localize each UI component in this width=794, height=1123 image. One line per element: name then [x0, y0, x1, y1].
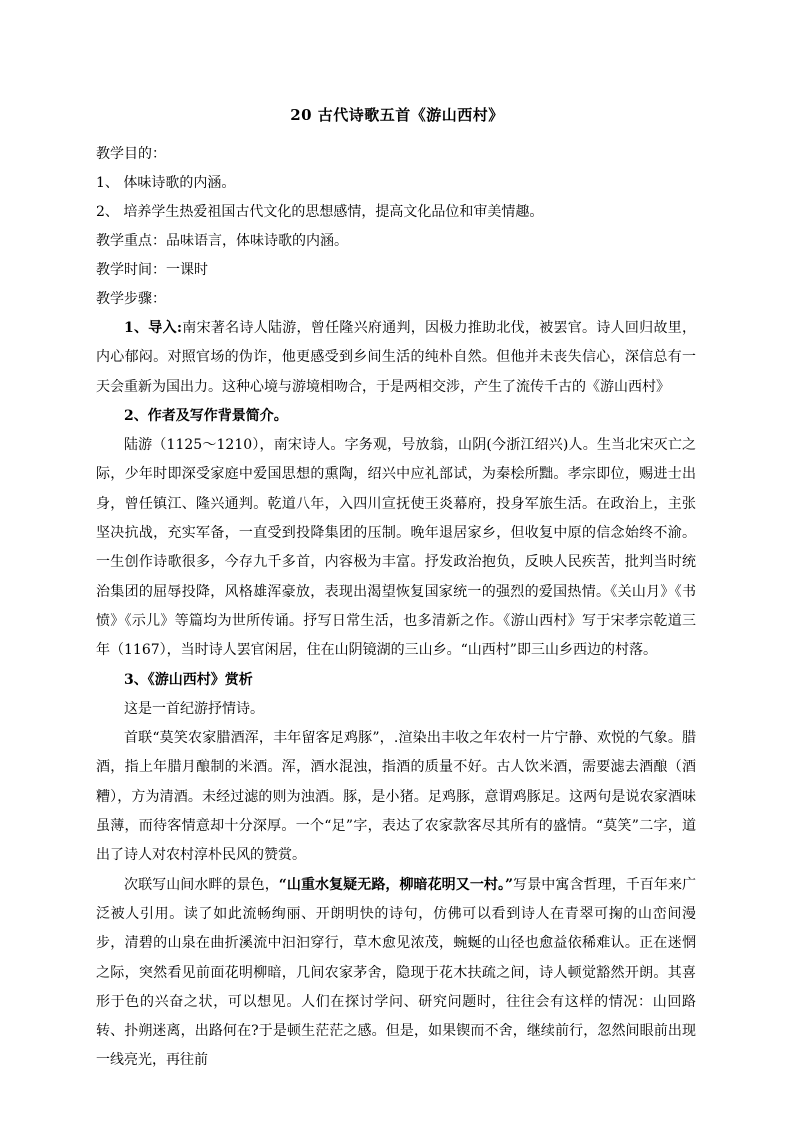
appreciation-intro: 这是一首纪游抒情诗。	[124, 700, 264, 717]
teaching-time: 教学时间：一课时	[96, 262, 208, 278]
key-points: 教学重点：品味语言，体味诗歌的内涵。	[96, 233, 348, 249]
author-paragraph: 陆游（1125～1210），南宋诗人。字务观，号放翁，山阴(今浙江绍兴)人。生当北宋灭亡之际，少年时即深受家庭中爱国思想的熏陶，绍兴中应礼部试，为秦桧所黜。孝宗即位，赐进士出身，曾任镇江、隆兴通判。乾道八年，入四川宣抚使王炎幕府，投身军旅生活。在政治上，主张坚决抗战，充实军备，一直受到投降集团的压制。晚年退居家乡，但收复中原的信念始终不渝。一生创作诗歌很多，今存九千多首，内容极为丰富。抒发政治抱负，反映人民疾苦，批判当时统治集团的屈辱投降，风格雄浑豪放，表现出渴望恢复国家统一的强烈的爱国热情。《关山月》《书愤》《示儿》等篇均为世所传诵。抒写日常生活，也多清新之作。《游山西村》写于宋孝宗乾道三年（1167），当时诗人罢官闲居，住在山阴镜湖的三山乡。“山西村”即三山乡西边的村落。	[96, 437, 696, 659]
intro-paragraph	[96, 314, 696, 402]
objective-item: 2、 培养学生热爱祖国古代文化的思想感情，提高文化品位和审美情趣。	[96, 204, 544, 220]
p2-text-before: 次联写山间水畔的景色，	[124, 876, 279, 893]
appreciation-paragraph-2	[96, 871, 696, 1076]
objective-item: 1、 体味诗歌的内涵。	[96, 175, 236, 191]
steps-heading: 教学步骤：	[96, 291, 166, 307]
intro-heading: 1、导入:	[124, 320, 183, 336]
document-body	[96, 140, 696, 1076]
page-title: 20 古代诗歌五首《游山西村》	[290, 106, 504, 124]
intro-text: 南宋著名诗人陆游，曾任隆兴府通判，因极力推助北伐，被罢官。诗人回归故里，内心郁闷。对照官场的伪诈，他更感受到乡间生活的纯朴自然。但他并未丧失信心，深信总有一天会重新为国出力。这种心境与游境相吻合，于是两相交涉，产生了流传千古的《游山西村》	[96, 320, 696, 395]
objectives-heading: 教学目的：	[96, 146, 166, 162]
author-heading: 2、作者及写作背景简介。	[124, 407, 288, 424]
appreciation-heading: 3、《游山西村》赏析	[124, 671, 253, 688]
poem-quote: “山重水复疑无路，柳暗花明又一村。”	[278, 876, 514, 893]
p2-text-after: 写景中寓含哲理，千百年来广泛被人引用。读了如此流畅绚丽、开朗明快的诗句，仿佛可以看到诗人在青翠可掬的山峦间漫步，清碧的山泉在曲折溪流中汩汩穿行，草木愈见浓茂，蜿蜒的山径也愈益依稀难认。正在迷惘之际，突然看见前面花明柳暗，几间农家茅舍，隐现于花木扶疏之间，诗人顿觉豁然开朗。其喜形于色的兴奋之状，可以想见。人们在探讨学问、研究问题时，往往会有这样的情况：山回路转、扑朔迷离，出路何在?于是顿生茫茫之感。但是，如果锲而不舍，继续前行，忽然间眼前出现一线亮光，再往前	[96, 876, 697, 1069]
appreciation-paragraph-1: 首联“莫笑农家腊酒浑，丰年留客足鸡豚”，.渲染出丰收之年农村一片宁静、欢悦的气象。腊酒，指上年腊月酿制的米酒。浑，酒水混浊，指酒的质量不好。古人饮米酒，需要滤去酒酿（酒糟），方为清酒。未经过滤的则为浊酒。豚，是小猪。足鸡豚，意谓鸡豚足。这两句是说农家酒味虽薄，而待客情意却十分深厚。一个“足”字，表达了农家款客尽其所有的盛情。“莫笑”二字，道出了诗人对农村淳朴民风的赞赏。	[96, 730, 696, 864]
